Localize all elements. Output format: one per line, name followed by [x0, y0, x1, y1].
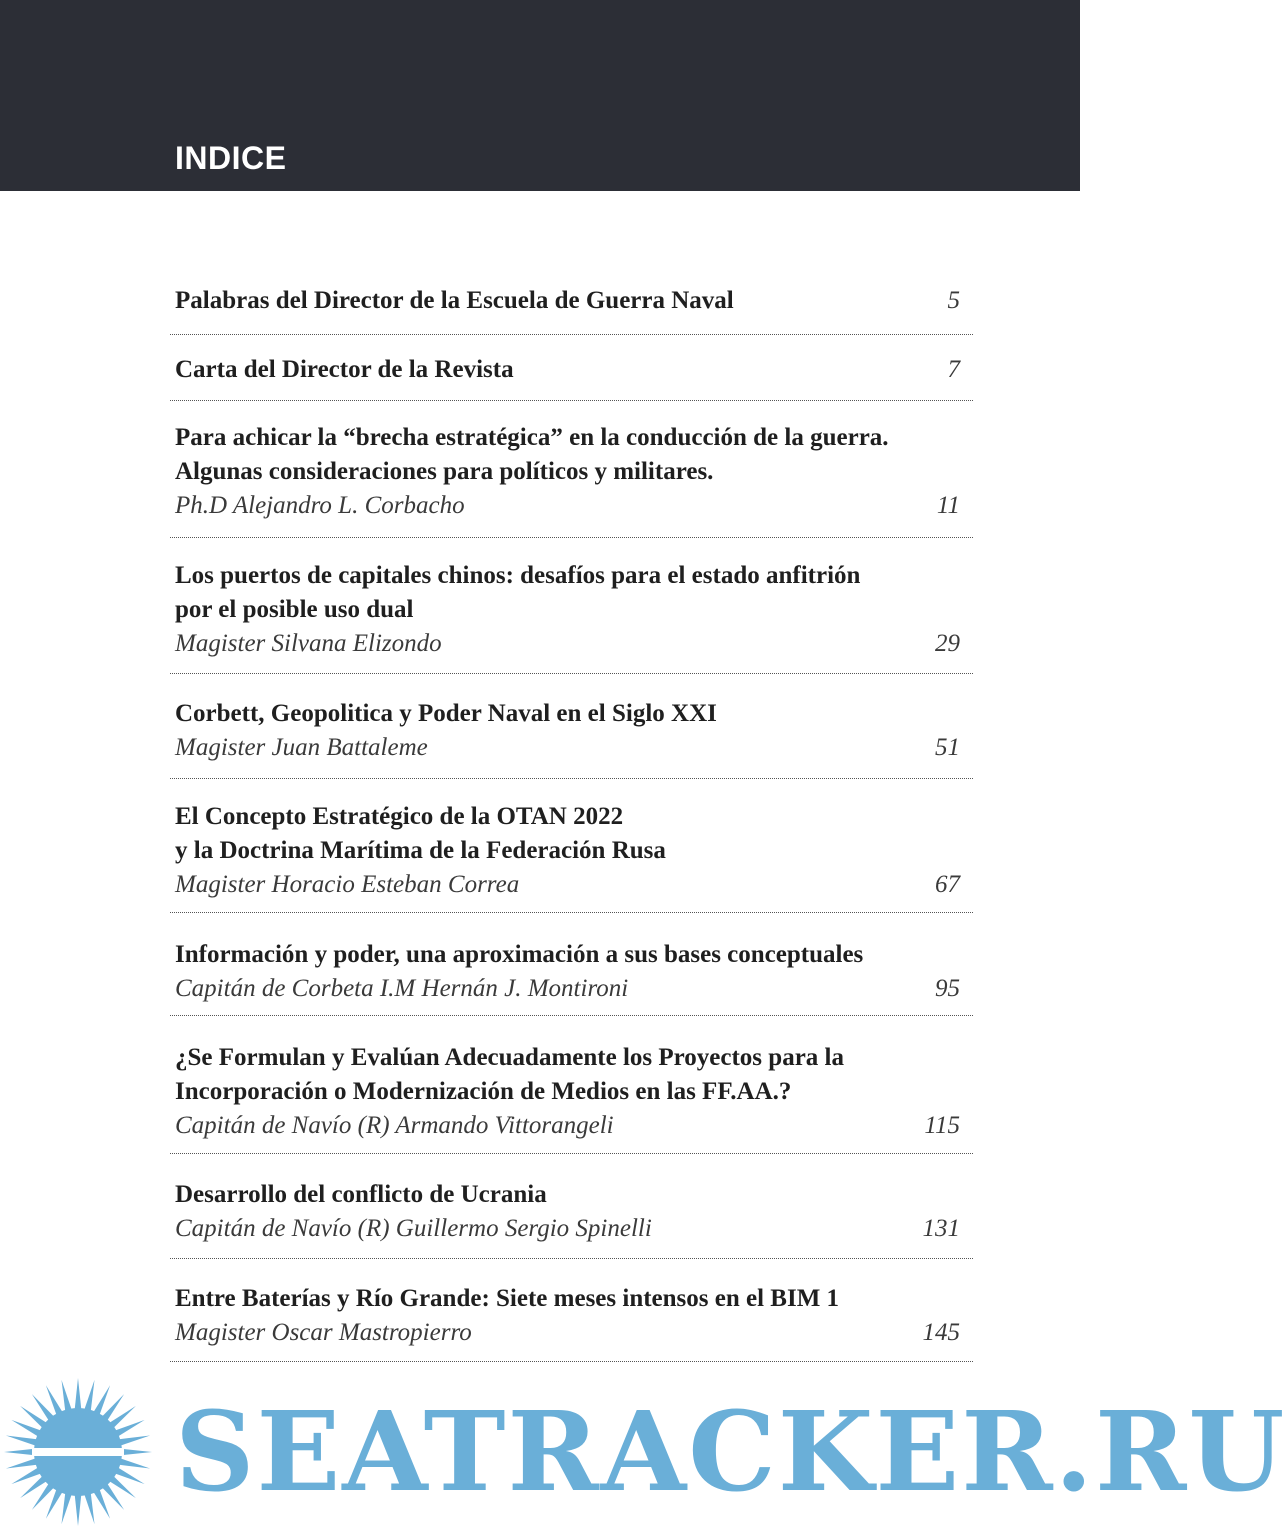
sun-ray: [74, 1492, 81, 1526]
entry-author: Capitán de Corbeta I.M Hernán J. Montironi: [175, 975, 629, 1002]
dotted-divider: [170, 912, 973, 913]
entry-page-number: 131: [922, 1215, 960, 1242]
entry-page-number: 11: [936, 492, 960, 519]
entry-title: ¿Se Formulan y Evalúan Adecuadamente los Proyectos para la: [175, 1044, 844, 1071]
dotted-divider: [170, 334, 973, 335]
entry-title: Incorporación o Modernización de Medios en las FF.AA.?: [175, 1078, 792, 1105]
entry-page-number: 95: [935, 975, 960, 1002]
dotted-divider: [170, 778, 973, 779]
entry-page-number: 115: [924, 1112, 960, 1139]
toc-entry[interactable]: [170, 938, 973, 1006]
toc-entry[interactable]: [170, 1282, 973, 1350]
dotted-divider: [170, 1361, 973, 1362]
entry-title: El Concepto Estratégico de la OTAN 2022: [175, 803, 624, 830]
toc-entry[interactable]: [170, 559, 973, 661]
toc-entry[interactable]: [170, 1178, 973, 1246]
entry-page-number: 51: [935, 734, 960, 761]
toc-entry[interactable]: [170, 353, 973, 387]
entry-author: Magister Oscar Mastropierro: [175, 1319, 472, 1346]
entry-author: Magister Horacio Esteban Correa: [175, 871, 520, 898]
dotted-divider: [170, 1258, 973, 1259]
entry-author: Magister Silvana Elizondo: [175, 630, 442, 657]
dotted-divider: [170, 1153, 973, 1154]
entry-title: Entre Baterías y Río Grande: Siete meses intensos en el BIM 1: [175, 1285, 840, 1312]
entry-author: Capitán de Navío (R) Guillermo Sergio Spinelli: [175, 1215, 652, 1242]
entry-page-number: 145: [922, 1319, 960, 1346]
entry-title: Carta del Director de la Revista: [175, 356, 514, 383]
entry-page-number: 7: [947, 356, 960, 383]
entry-author: Capitán de Navío (R) Armando Vittorangeli: [175, 1112, 614, 1139]
sun-icon: [4, 1378, 152, 1526]
sun-ray: [74, 1378, 81, 1412]
toc-entry[interactable]: [170, 284, 973, 318]
entry-title: Algunas consideraciones para políticos y militares.: [175, 458, 714, 485]
entry-title: Los puertos de capitales chinos: desafíos para el estado anfitrión: [175, 562, 861, 589]
toc-entry[interactable]: [170, 697, 973, 765]
entry-page-number: 29: [935, 630, 960, 657]
entry-title: Corbett, Geopolitica y Poder Naval en el Siglo XXI: [175, 700, 717, 727]
entry-title: y la Doctrina Marítima de la Federación Rusa: [175, 837, 666, 864]
watermark-wordmark: SEATRACKER.RU: [175, 1387, 1286, 1516]
entry-author: Ph.D Alejandro L. Corbacho: [175, 492, 465, 519]
dotted-divider: [170, 537, 973, 538]
dotted-divider: [170, 400, 973, 401]
toc-entry[interactable]: [170, 800, 973, 902]
entry-title: Información y poder, una aproximación a sus bases conceptuales: [175, 941, 864, 968]
dotted-divider: [170, 673, 973, 674]
page-title: INDICE: [175, 140, 287, 176]
toc-entry[interactable]: [170, 421, 973, 523]
dotted-divider: [170, 1015, 973, 1016]
entry-page-number: 5: [947, 287, 960, 314]
entry-title: Desarrollo del conflicto de Ucrania: [175, 1181, 547, 1208]
entry-title: Para achicar la “brecha estratégica” en la conducción de la guerra.: [175, 424, 889, 451]
entry-title: Palabras del Director de la Escuela de Guerra Naval: [175, 287, 734, 314]
entry-author: Magister Juan Battaleme: [175, 734, 428, 761]
entry-page-number: 67: [935, 871, 960, 898]
toc-entry[interactable]: [170, 1041, 973, 1143]
entry-title: por el posible uso dual: [175, 596, 414, 623]
